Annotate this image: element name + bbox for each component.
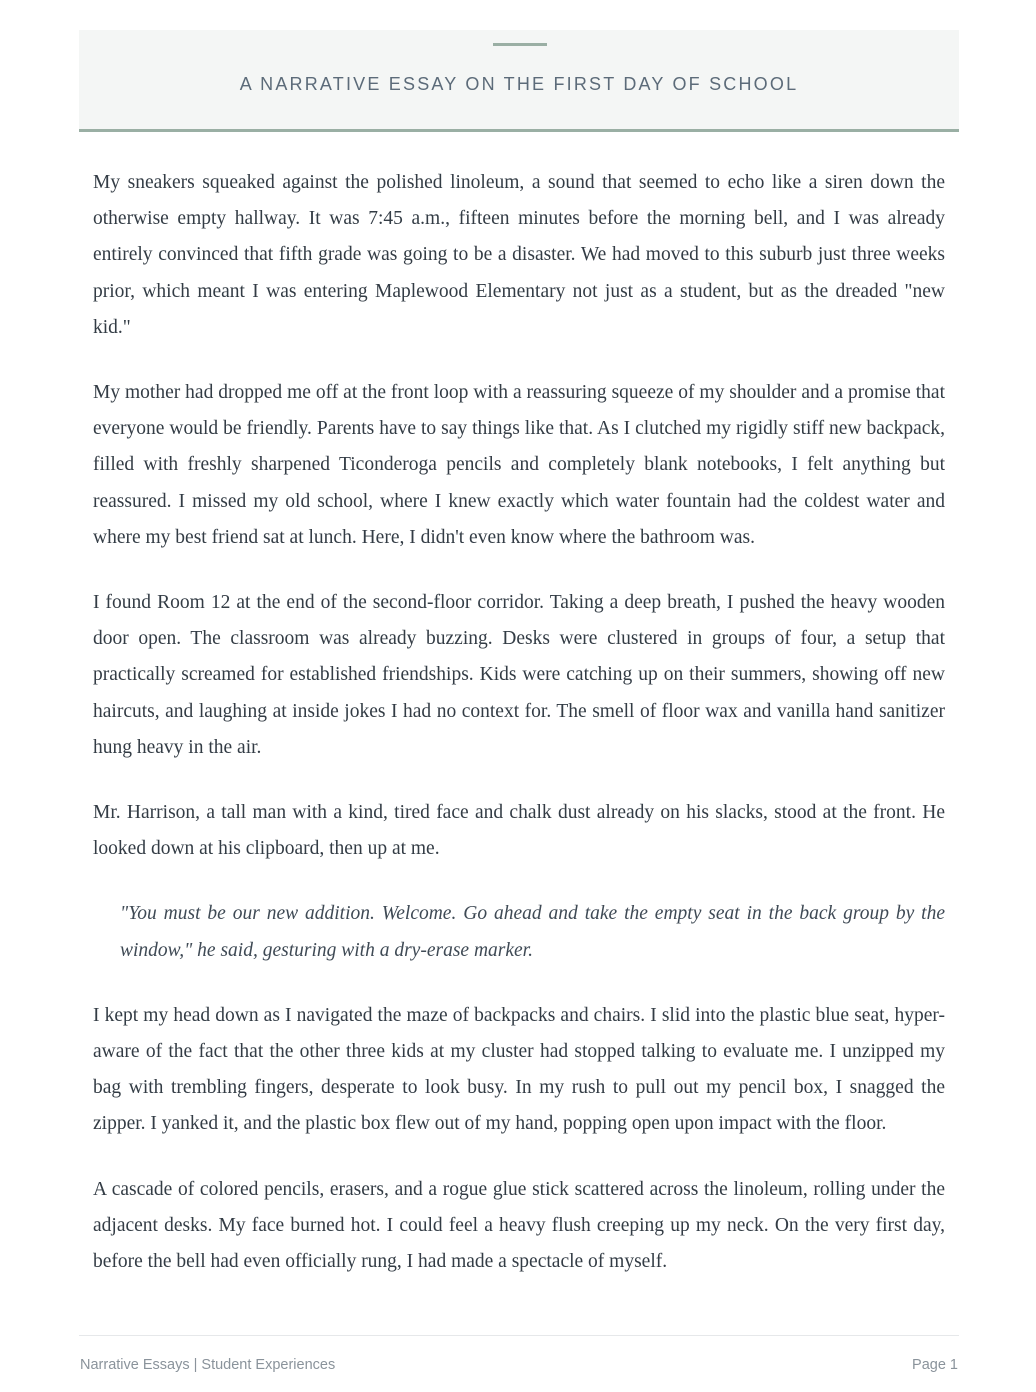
quote-paragraph: "You must be our new addition. Welcome. Go ahead and take the empty seat in the back group by the window," he said, gesturing with a dry-erase marker. [120,903,945,961]
paragraph-2: My mother had dropped me off at the front loop with a reassuring squeeze of my shoulder and a promise that everyone would be friendly. Parents have to say things like that. As I clutched my rigidly stiff new backpack, filled with freshly sharpened Ticonderoga pencils and completely blank notebooks, I felt anything but reassured. I missed my old school, where I knew exactly which water fountain had the coldest water and where my best friend sat at lunch. Here, I didn't even know where the bathroom was. [93,382,945,548]
paragraph-1: My sneakers squeaked against the polished linoleum, a sound that seemed to echo like a siren down the otherwise empty hallway. It was 7:45 a.m., fifteen minutes before the morning bell, and I was already entirely convinced that fifth grade was going to be a disaster. We had moved to this suburb just three weeks prior, which meant I was entering Maplewood Elementary not just as a student, but as the dreaded "new kid." [93,172,945,338]
paragraph-4: Mr. Harrison, a tall man with a kind, tired face and chalk dust already on his slacks, stood at the front. He looked down at his clipboard, then up at me. [93,802,945,860]
paragraph-6: I kept my head down as I navigated the maze of backpacks and chairs. I slid into the plastic blue seat, hyper-aware of the fact that the other three kids at my cluster had stopped talking to evaluate me. I unzipped my bag with trembling fingers, desperate to look busy. In my rush to pull out my pencil box, I snagged the zipper. I yanked it, and the plastic box flew out of my hand, popping open upon impact with the floor. [93,1004,945,1135]
paragraph-3: I found Room 12 at the end of the second-floor corridor. Taking a deep breath, I pushed the heavy wooden door open. The classroom was already buzzing. Desks were clustered in groups of four, a setup that practically screamed for established friendships. Kids were catching up on their summers, showing off new haircuts, and laughing at inside jokes I had no context for. The smell of floor wax and vanilla hand sanitizer hung heavy in the air. [93,592,945,758]
essay-body [93,165,945,1335]
header-accent-line [493,43,547,46]
footer-source: Narrative Essays | Student Experiences [80,1357,336,1373]
footer-divider [79,1335,959,1336]
page-title: A NARRATIVE ESSAY ON THE FIRST DAY OF SCHOOL [239,74,799,94]
paragraph-7: A cascade of colored pencils, erasers, and a rogue glue stick scattered across the linoleum, rolling under the adjacent desks. My face burned hot. I could feel a heavy flush creeping up my neck. On the very first day, before the bell had even officially rung, I had made a spectacle of myself. [93,1178,945,1273]
page-number: Page 1 [912,1357,958,1373]
